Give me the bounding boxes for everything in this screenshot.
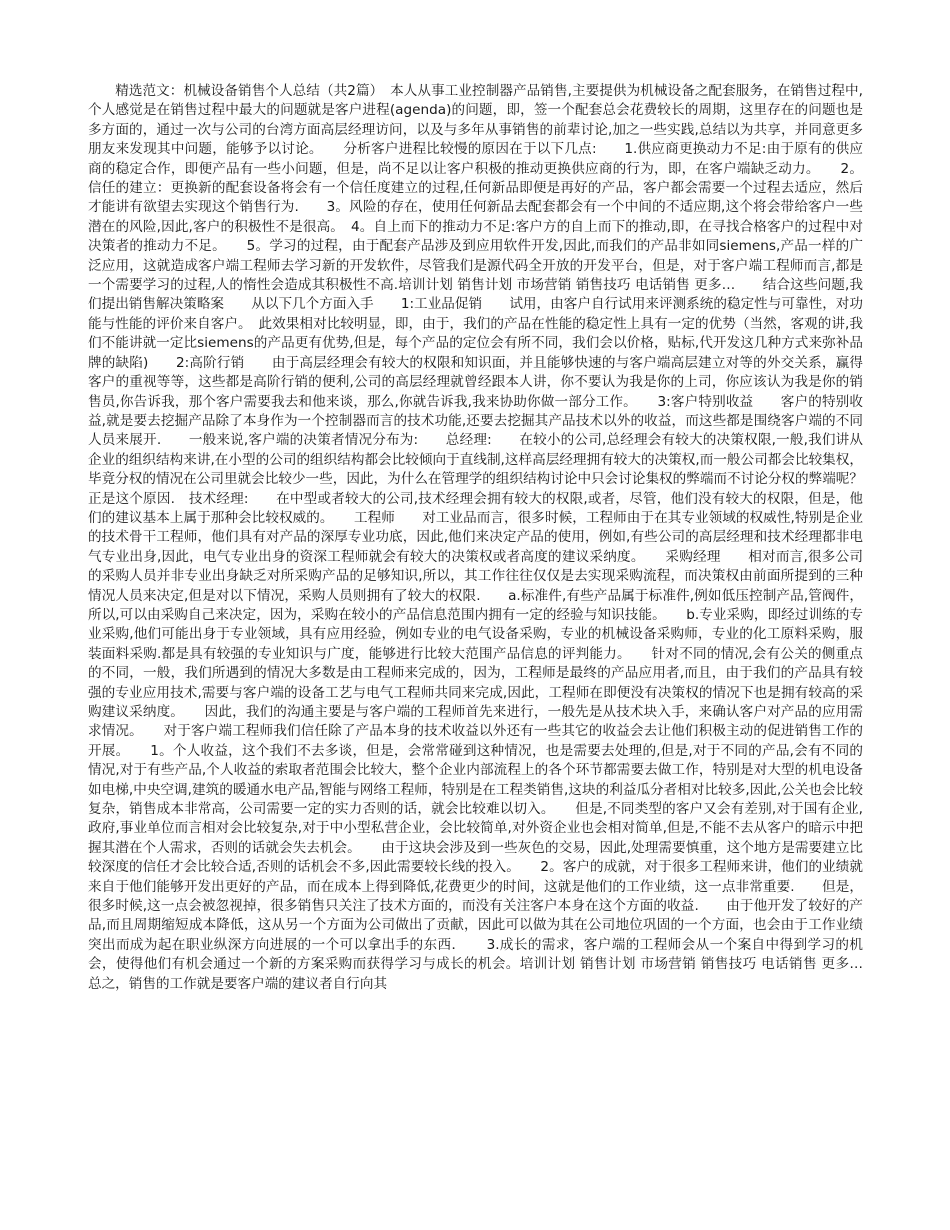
document-body-text: 精选范文：机械设备销售个人总结（共2篇） 本人从事工业控制器产品销售,主要提供为机械设备之配套服务，在销售过程中,个人感觉是在销售过程中最大的问题就是客户进程(agenda)的问题，即，签一个配套总会花费较长的周期，这里存在的问题也是多方面的，通过一次与公司的台湾方面高层经理访问，以及与多年从事销售的前辈讨论,加之一些实践,总结以为共享，并同意更多朋友来发现其中问题，能够予以讨论。 分析客户进程比较慢的原因在于以下几点: 1.供应商更换动力不足:由于原有的供应商的稳定合作，即便产品有一些小问题，但是，尚不足以让客户积极的推动更换供应商的行为，即，在客户端缺乏动力。 2。信任的建立：更换新的配套设备将会有一个信任度建立的过程,任何新品即便是再好的产品，客户都会需要一个过程去适应，然后才能讲有欲望去实现这个销售行为. 3。风险的存在，使用任何新品去配套都会有一个中间的不适应期,这个将会带给客户一些潜在的风险,因此,客户的积极性不是很高。 4。自上而下的推动力不足:客户方的自上而下的推动,即，在寻找合格客户的过程中对决策者的推动力不足。 5。学习的过程，由于配套产品涉及到应用软件开发,因此,而我们的产品非如同siemens,产品一样的广泛应用，这就造成客户端工程师去学习新的开发软件，尽管我们是源代码全开放的开发平台，但是，对于客户端工程师而言,都是一个需要学习的过程,人的惰性会造成其积极性不高.培训计划 销售计划 市场营销 销售技巧 电话销售 更多… 结合这些问题,我们提出销售解决策略案 从以下几个方面入手 1:工业品促销 试用，由客户自行试用来评测系统的稳定性与可靠性，对功能与性能的评价来自客户。 此效果相对比较明显，即，由于，我们的产品在性能的稳定性上具有一定的优势（当然，客观的讲,我们不能讲就一定比siemens的产品更有优势,但是，每个产品的定位会有所不同，我们会以价格，贴标,代开发这几种方式来弥补品牌的缺陷) 2:高阶行销 由于高层经理会有较大的权限和知识面，并且能够快速的与客户端高层建立对等的外交关系，赢得客户的重视等等，这些都是高阶行销的便利,公司的高层经理就曾经跟本人讲，你不要认为我是你的上司，你应该认为我是你的销售员,你告诉我，那个客户需要我去和他来谈，那么,你就告诉我,我来协助你做一部分工作。 3:客户特别收益 客户的特别收益,就是要去挖掘产品除了本身作为一个控制器而言的技术功能,还要去挖掘其产品技术以外的收益，而这些都是围绕客户端的不同人员来展开. 一般来说,客户端的决策者情况分布为: 总经理: 在较小的公司,总经理会有较大的决策权限,一般,我们讲从企业的组织结构来讲,在小型的公司的组织结构都会比较倾向于直线制,这样高层经理拥有较大的决策权,而一般公司都会比较集权，毕竟分权的情况在公司里就会比较少一些，因此，为什么在管理学的组织结构讨论中只会讨论集权的弊端而不讨论分权的弊端呢？正是这个原因. 技术经理: 在中型或者较大的公司,技术经理会拥有较大的权限,或者，尽管，他们没有较大的权限，但是，他们的建议基本上属于那种会比较权威的。 工程师 对工业品而言，很多时候，工程师由于在其专业领域的权威性,特别是企业的技术骨干工程师，他们具有对产品的深厚专业功底，因此,他们来决定产品的使用，例如,有些公司的高层经理和技术经理都非电气专业出身,因此，电气专业出身的资深工程师就会有较大的决策权或者高度的建议采纳度。 采购经理 相对而言,很多公司的采购人员并非专业出身缺乏对所采购产品的足够知识,所以，其工作往往仅仅是去实现采购流程，而决策权由前面所提到的三种情况人员来决定,但是对以下情况，采购人员则拥有了较大的权限. a.标准件,有些产品属于标准件,例如低压控制产品,管阀件，所以,可以由采购自己来决定，因为，采购在较小的产品信息范围内拥有一定的经验与知识技能。 b.专业采购，即经过训练的专业采购,他们可能出身于专业领域，具有应用经验，例如专业的电气设备采购，专业的机械设备采购师，专业的化工原料采购，服装面料采购.都是具有较强的专业知识与广度，能够进行比较大范围产品信息的评判能力。 针对不同的情况,会有公关的侧重点的不同，一般，我们所遇到的情况大多数是由工程师来完成的，因为，工程师是最终的产品应用者,而且，由于我们的产品具有较强的专业应用技术,需要与客户端的设备工艺与电气工程师共同来完成,因此，工程师在即便没有决策权的情况下也是拥有较高的采购建议采纳度。 因此，我们的沟通主要是与客户端的工程师首先来进行，一般先是从技术块入手，来确认客户对产品的应用需求情况。 对于客户端工程师我们信任除了产品本身的技术收益以外还有一些其它的收益会去让他们积极主动的促进销售工作的开展。 1。个人收益，这个我们不去多谈，但是，会常常碰到这种情况，也是需要去处理的,但是,对于不同的产品,会有不同的情况,对于有些产品,个人收益的索取者范围会比较大，整个企业内部流程上的各个环节都需要去做工作，特别是对大型的机电设备如电梯,中央空调,建筑的暖通水电产品,智能与网络工程师，特别是在工程类销售,这块的利益瓜分者相对比较多,因此,公关也会比较复杂，销售成本非常高，公司需要一定的实力否则的话，就会比较难以切入。 但是,不同类型的客户又会有差别,对于国有企业,政府,事业单位而言相对会比较复杂,对于中小型私营企业，会比较简单,对外资企业也会相对简单,但是,不能不去从客户的暗示中把握其潜在个人需求，否则的话就会失去机会。 由于这块会涉及到一些灰色的交易，因此,处理需要慎重，这个地方是需要建立比较深度的信任才会比较合适,否则的话机会不多,因此需要较长线的投入。 2。客户的成就，对于很多工程师来讲，他们的业绩就来自于他们能够开发出更好的产品，而在成本上得到降低,花费更少的时间，这就是他们的工作业绩，这一点非常重要. 但是，很多时候,这一点会被忽视掉，很多销售只关注了技术方面的，而没有关注客户本身在这个方面的收益. 由于他开发了较好的产品,而且周期缩短成本降低，这从另一个方面为公司做出了贡献，因此可以做为其在公司地位巩固的一个方面，也会由于工作业绩突出而成为起在职业纵深方向进展的一个可以拿出手的东西． 3.成长的需求，客户端的工程师会从一个案自中得到学习的机会，使得他们有机会通过一个新的方案采购而获得学习与成长的机会。培训计划 销售计划 市场营销 销售技巧 电话销售 更多… 总之，销售的工作就是要客户端的建议者自行向其 [88, 83, 891, 992]
document-page [88, 82, 891, 994]
